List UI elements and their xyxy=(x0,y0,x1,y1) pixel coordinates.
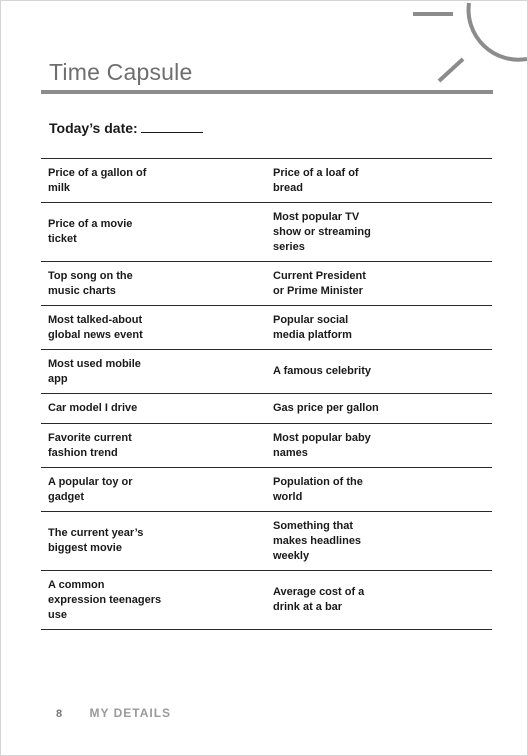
prompt-cell-right xyxy=(266,431,492,461)
table-row xyxy=(41,424,492,468)
table-row xyxy=(41,512,492,571)
prompt-text: The current year’s xyxy=(48,527,144,539)
prompt-cell-left xyxy=(41,526,266,556)
prompt-cell-right xyxy=(266,269,492,299)
table-row xyxy=(41,394,492,424)
prompt-text: Population of the xyxy=(273,475,363,488)
prompt-cell-left xyxy=(41,166,266,196)
prompt-cell-left xyxy=(41,269,266,299)
prompt-text: A famous celebrity xyxy=(273,365,372,377)
prompt-text: series xyxy=(273,240,305,253)
prompt-text: weekly xyxy=(273,549,310,562)
prompt-text: fashion trend xyxy=(48,446,118,459)
title-divider xyxy=(41,90,493,94)
page-footer xyxy=(56,706,171,720)
date-label: Today’s date: xyxy=(49,120,138,136)
prompt-text: bread xyxy=(273,181,303,194)
prompt-text: Top song on the xyxy=(48,269,133,282)
page-title: Time Capsule xyxy=(49,59,193,85)
table-row xyxy=(41,468,492,512)
date-field xyxy=(49,120,203,136)
prompt-text: Most popular TV xyxy=(273,210,360,223)
prompt-text: show or streaming xyxy=(273,225,371,238)
page-number: 8 xyxy=(56,708,63,720)
prompt-text: Most popular baby xyxy=(273,431,371,444)
prompt-cell-right xyxy=(266,364,492,379)
prompt-text: Price of a gallon of xyxy=(48,166,147,179)
prompt-text: names xyxy=(273,446,308,459)
prompt-cell-left xyxy=(41,313,266,343)
prompt-text: Car model I drive xyxy=(48,402,138,414)
capsule-table xyxy=(41,158,492,630)
prompt-cell-left xyxy=(41,578,266,623)
prompt-text: makes headlines xyxy=(273,534,362,547)
table-row xyxy=(41,159,492,203)
section-label: MY DETAILS xyxy=(89,706,172,720)
prompt-cell-right xyxy=(266,585,492,615)
prompt-text: Price of a loaf of xyxy=(273,166,359,179)
prompt-text: Current President xyxy=(273,269,366,282)
prompt-text: Price of a movie xyxy=(48,218,133,230)
prompt-cell-left xyxy=(41,217,266,247)
prompt-text: Popular social xyxy=(273,313,349,326)
prompt-text: Something that xyxy=(273,519,354,532)
prompt-text: Most talked-about xyxy=(48,313,143,326)
prompt-cell-left xyxy=(41,431,266,461)
prompt-cell-right xyxy=(266,166,492,196)
table-row xyxy=(41,571,492,630)
prompt-text: gadget xyxy=(48,490,85,503)
prompt-cell-left xyxy=(41,475,266,505)
prompt-text: Average cost of a xyxy=(273,586,365,598)
table-row xyxy=(41,203,492,262)
prompt-text: drink at a bar xyxy=(273,601,343,613)
prompt-cell-left xyxy=(41,401,266,416)
prompt-cell-right xyxy=(266,210,492,255)
prompt-text: global news event xyxy=(48,328,143,341)
prompt-text: ticket xyxy=(48,233,77,245)
prompt-text: milk xyxy=(48,181,71,194)
prompt-text: app xyxy=(48,372,68,385)
table-row xyxy=(41,350,492,394)
prompt-text: A popular toy or xyxy=(48,475,133,488)
prompt-text: music charts xyxy=(48,284,116,297)
prompt-cell-right xyxy=(266,401,492,416)
prompt-text: use xyxy=(48,608,67,621)
prompt-text: Gas price per gallon xyxy=(273,402,379,414)
date-blank-line xyxy=(141,120,203,133)
prompt-text: biggest movie xyxy=(48,542,122,554)
prompt-cell-right xyxy=(266,519,492,564)
prompt-text: or Prime Minister xyxy=(273,284,363,297)
prompt-text: Favorite current xyxy=(48,431,132,444)
prompt-text: media platform xyxy=(273,328,352,341)
sun-icon xyxy=(1,1,527,101)
prompt-text: expression teenagers xyxy=(48,593,162,606)
table-row xyxy=(41,262,492,306)
prompt-cell-left xyxy=(41,357,266,387)
prompt-cell-right xyxy=(266,313,492,343)
prompt-text: Most used mobile xyxy=(48,357,141,370)
table-row xyxy=(41,306,492,350)
prompt-text: A common xyxy=(48,578,105,591)
prompt-cell-right xyxy=(266,475,492,505)
prompt-text: world xyxy=(273,490,303,503)
